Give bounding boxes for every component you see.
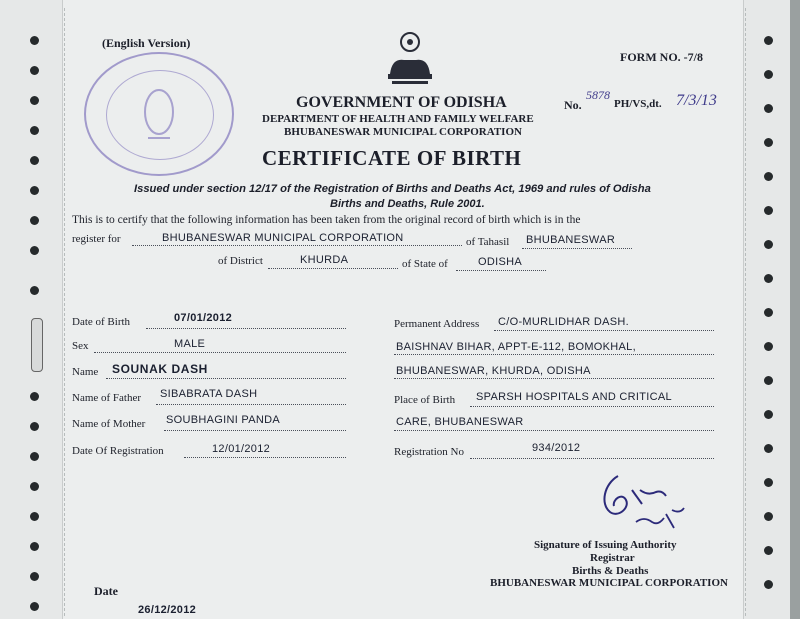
state-label: of State of <box>402 258 448 270</box>
name-label: Name <box>72 366 99 378</box>
sex-value: MALE <box>174 338 206 350</box>
signature-births-deaths: Births & Deaths <box>572 565 649 577</box>
pob-line2: CARE, BHUBANESWAR <box>396 416 524 428</box>
pob-line1: SPARSH HOSPITALS AND CRITICAL <box>476 391 672 403</box>
address-label: Permanent Address <box>394 318 480 330</box>
right-perforated-strip <box>743 0 790 619</box>
signature-registrar: Registrar <box>590 552 635 564</box>
english-version-label: (English Version) <box>102 36 191 50</box>
issued-under-line1: Issued under section 12/17 of the Registration of Births and Deaths Act, 1969 and rules of Odisha <box>134 183 651 195</box>
ref-date-handwritten: 7/3/13 <box>676 92 717 109</box>
address-line2: BAISHNAV BIHAR, APPT-E-112, BOMOKHAL, <box>396 341 636 353</box>
form-number: FORM NO. -7/8 <box>620 50 703 64</box>
register-for-value: BHUBANESWAR MUNICIPAL CORPORATION <box>162 232 404 244</box>
name-value: SOUNAK DASH <box>112 362 208 376</box>
dob-value: 07/01/2012 <box>174 312 233 324</box>
address-line1: C/O-MURLIDHAR DASH. <box>498 316 629 328</box>
signature-authority: Signature of Issuing Authority <box>534 539 677 551</box>
intro-line: This is to certify that the following information has been taken from the original record of birth which is in the <box>72 214 581 226</box>
handwritten-signature <box>596 470 696 536</box>
corporation-title: BHUBANESWAR MUNICIPAL CORPORATION <box>284 126 522 138</box>
department-title: DEPARTMENT OF HEALTH AND FAMILY WELFARE <box>262 113 534 125</box>
district-label: of District <box>218 255 263 267</box>
ref-no-label: No. <box>564 98 582 112</box>
government-title: GOVERNMENT OF ODISHA <box>296 94 507 111</box>
certificate-title: CERTIFICATE OF BIRTH <box>262 146 522 170</box>
pob-label: Place of Birth <box>394 394 456 406</box>
reg-date-value: 12/01/2012 <box>212 443 271 455</box>
issue-date-value: 26/12/2012 <box>138 604 197 616</box>
address-line3: BHUBANESWAR, KHURDA, ODISHA <box>396 365 591 377</box>
state-value: ODISHA <box>478 256 522 268</box>
reg-no-value: 934/2012 <box>532 442 581 454</box>
father-label: Name of Father <box>72 392 142 404</box>
ref-no-handwritten: 5878 <box>586 88 610 102</box>
date-label: Date <box>94 584 118 598</box>
left-perforated-strip <box>0 0 63 619</box>
sex-label: Sex <box>72 340 89 352</box>
tahasil-label: of Tahasil <box>466 236 510 248</box>
registrar-seal-icon <box>84 52 234 176</box>
father-value: SIBABRATA DASH <box>160 388 258 400</box>
signature-corporation: BHUBANESWAR MUNICIPAL CORPORATION <box>490 577 728 589</box>
tahasil-value: BHUBANESWAR <box>526 234 616 246</box>
reg-no-label: Registration No <box>394 446 464 458</box>
odisha-emblem-icon <box>382 30 438 88</box>
mother-label: Name of Mother <box>72 418 146 430</box>
register-for-label: register for <box>72 233 121 245</box>
issued-under-line2: Births and Deaths, Rule 2001. <box>330 198 485 210</box>
mother-value: SOUBHAGINI PANDA <box>166 414 281 426</box>
district-value: KHURDA <box>300 254 349 266</box>
dob-label: Date of Birth <box>72 316 131 328</box>
reg-date-label: Date Of Registration <box>72 445 164 457</box>
ref-mid-label: PH/VS,dt. <box>614 98 662 110</box>
